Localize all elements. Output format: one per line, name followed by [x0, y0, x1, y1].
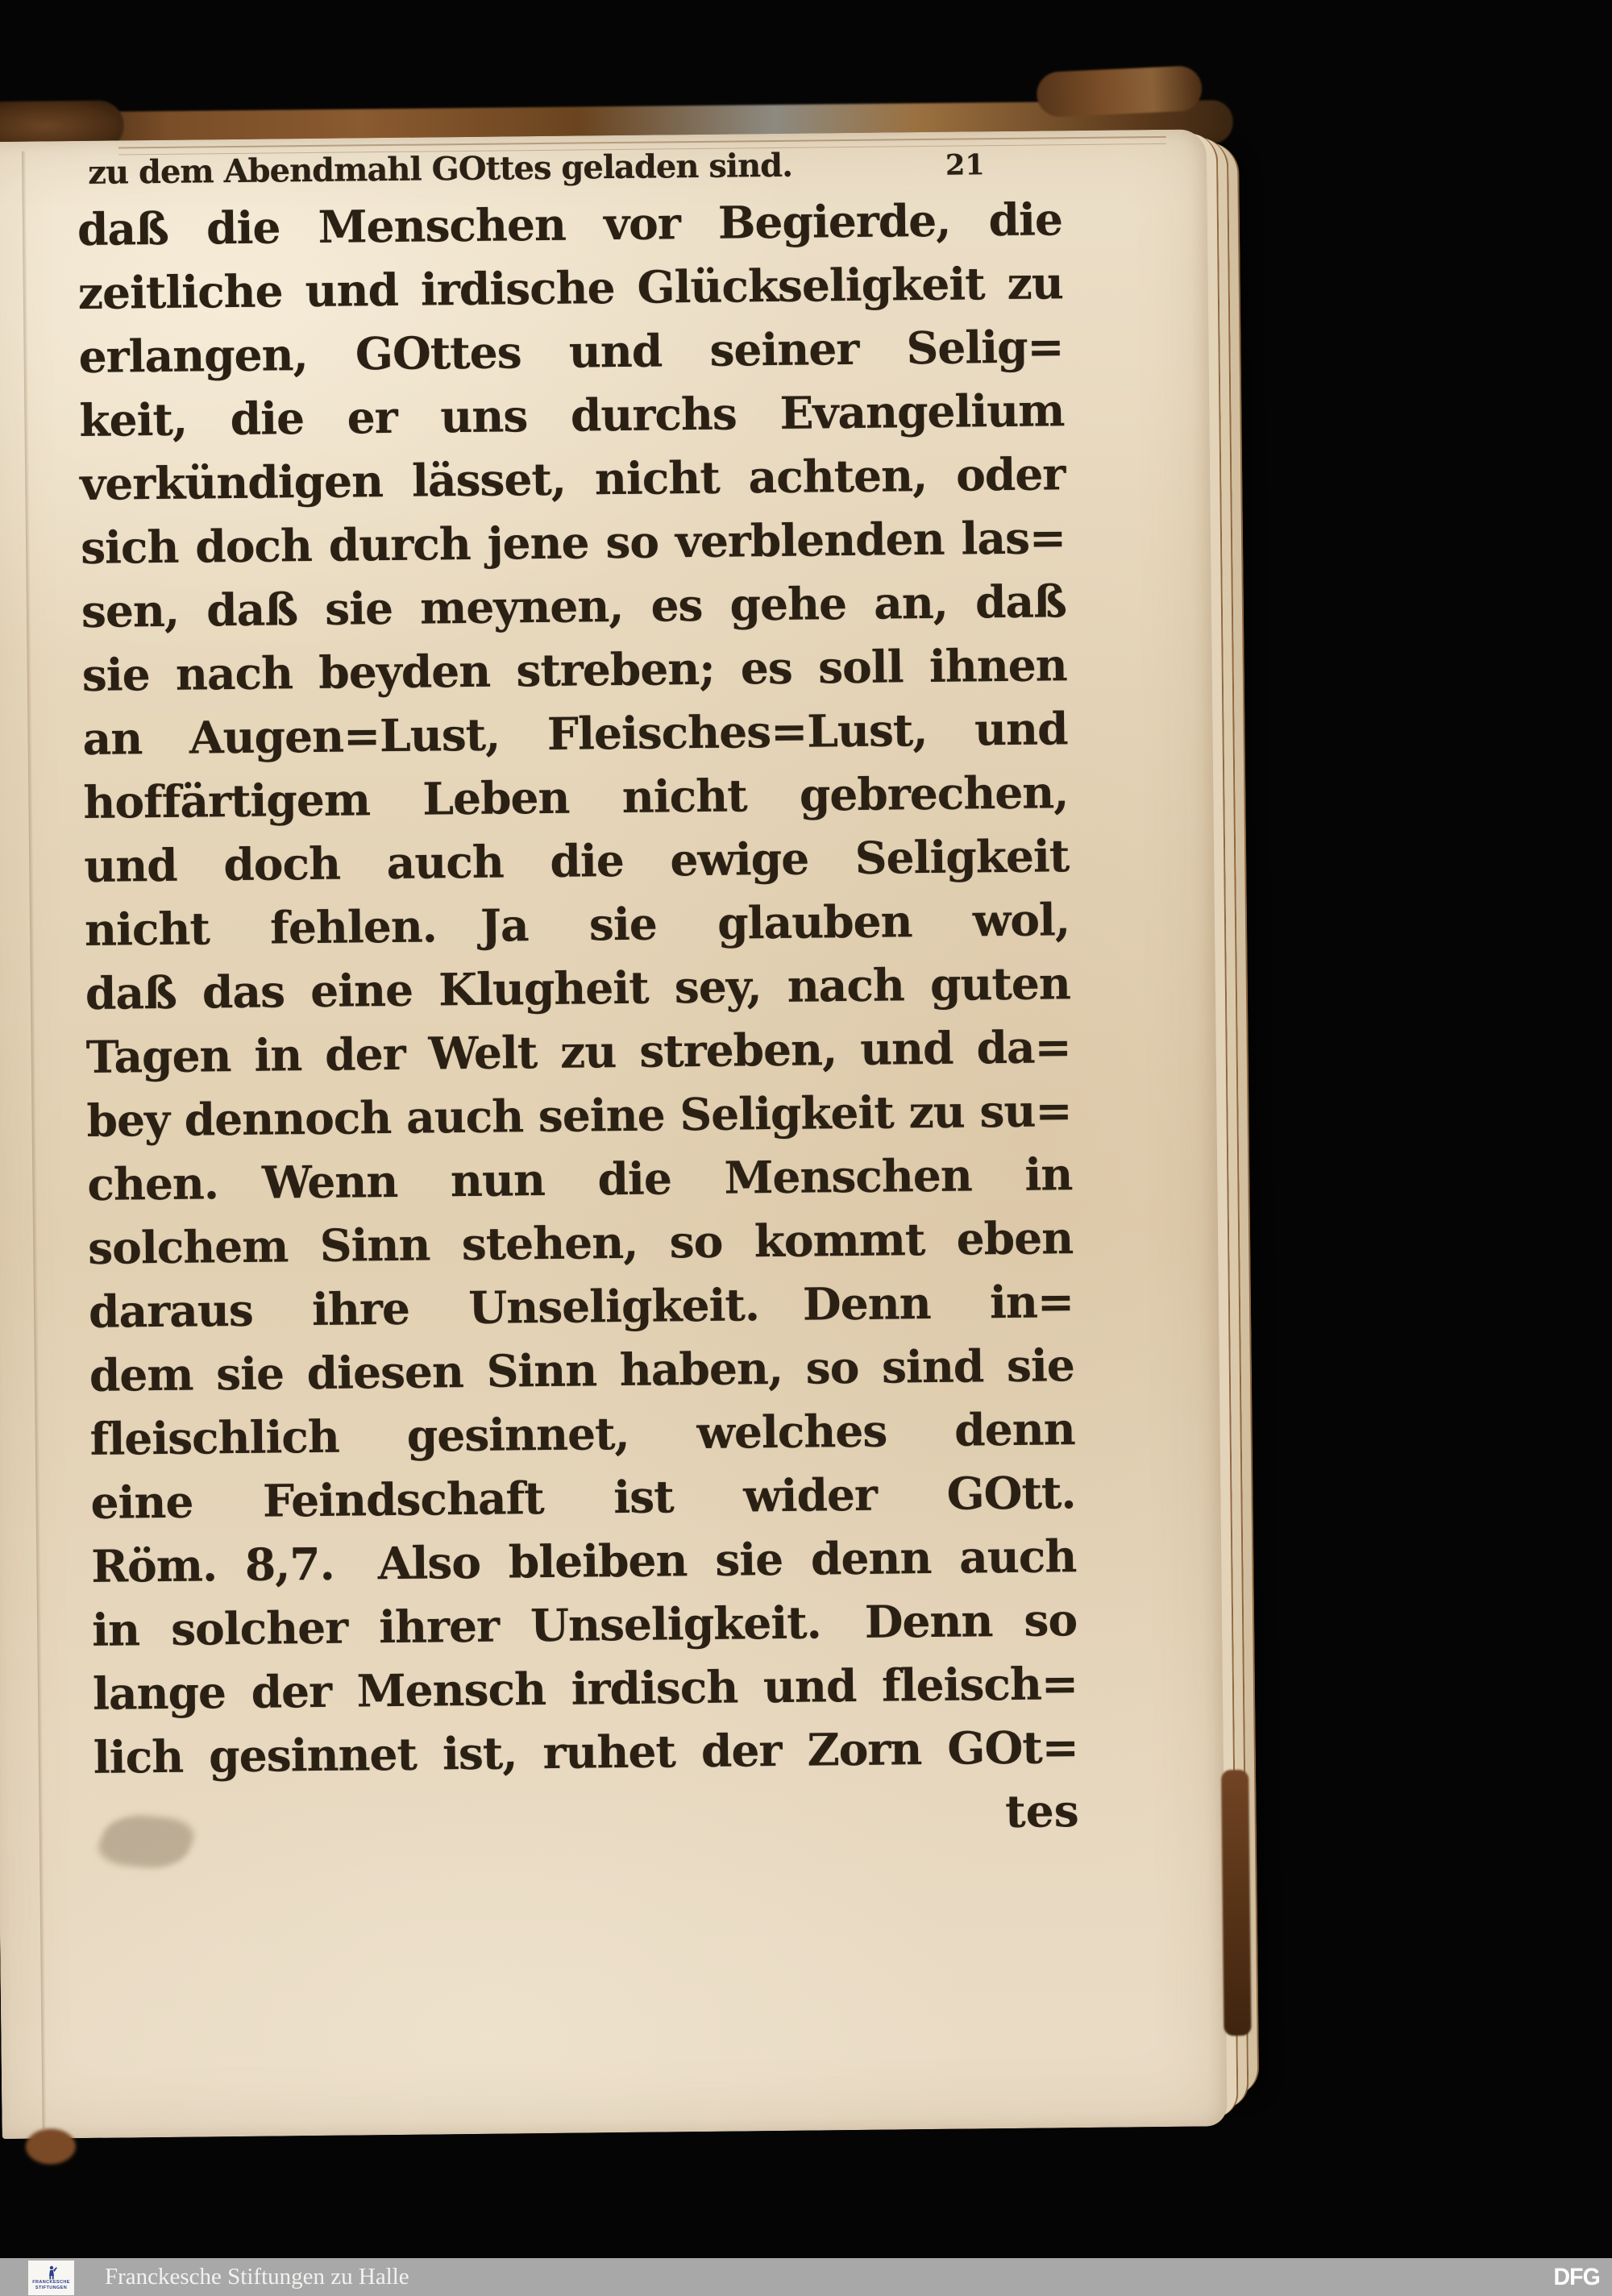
- text-line: dem sie diesen Sinn haben, so sind sie: [89, 1339, 1075, 1401]
- text-line: lange der Mensch irdisch und fleisch=: [92, 1657, 1078, 1720]
- text-line: lich gesinnet ist, ruhet der Zorn GOt=: [93, 1721, 1079, 1783]
- binding-leather-bottom-left: [26, 2128, 76, 2165]
- text-block: [0, 129, 1224, 1854]
- text-line: verkündigen lässet, nicht achten, oder: [79, 447, 1066, 510]
- text-line: eine Feindschaft ist wider GOtt.: [90, 1466, 1076, 1529]
- text-line: Tagen in der Welt zu streben, und da=: [85, 1020, 1072, 1083]
- text-line: sen, daß sie meynen, es gehe an, daß: [81, 575, 1067, 637]
- francke-figure-icon: [46, 2265, 57, 2280]
- text-line: und doch auch die ewige Seligkeit: [83, 829, 1070, 892]
- text-line: nicht fehlen. Ja sie glauben wol,: [84, 893, 1070, 956]
- text-line: Röm. 8,7. Also bleiben sie denn auch: [91, 1530, 1077, 1592]
- text-line: in solcher ihrer Unseligkeit. Denn so: [91, 1593, 1078, 1656]
- dfg-logo: DFG: [1553, 2264, 1600, 2290]
- text-line: sich doch durch jene so verblenden las=: [80, 511, 1066, 574]
- page-number: 21: [945, 148, 985, 182]
- text-line: solchem Sinn stehen, so kommt eben: [87, 1211, 1074, 1274]
- text-line: bey dennoch auch seine Seligkeit zu su=: [86, 1084, 1072, 1147]
- institution-label: Franckesche Stiftungen zu Halle: [105, 2264, 409, 2290]
- text-line: chen. Wenn nun die Menschen in: [87, 1148, 1073, 1210]
- text-line: an Augen=Lust, Fleisches=Lust, und: [82, 702, 1068, 765]
- franckesche-stiftungen-logo: [28, 2261, 74, 2295]
- book-page: [0, 129, 1228, 2139]
- text-line: fleischlich gesinnet, welches denn: [89, 1402, 1075, 1465]
- text-line: daraus ihre Unseligkeit. Denn in=: [88, 1275, 1074, 1338]
- logo-caption-line2: STIFTUNGEN: [35, 2285, 68, 2290]
- text-line: daß die Menschen vor Begierde, die: [77, 193, 1063, 256]
- logo-caption-line1: FRANCKESCHE: [32, 2279, 70, 2285]
- text-line: hoffärtigem Leben nicht gebrechen,: [83, 766, 1069, 828]
- text-line: zeitliche und irdische Glückseligkeit zu: [77, 256, 1064, 320]
- text-line: sie nach beyden streben; es soll ihnen: [81, 638, 1068, 701]
- binding-leather-top-right: [1036, 65, 1203, 118]
- binding-leather-right: [1221, 1770, 1251, 2036]
- running-header-title: zu dem Abendmahl GOttes geladen sind.: [88, 146, 793, 192]
- text-line: daß das eine Klugheit sey, nach guten: [85, 957, 1071, 1019]
- text-line: erlangen, GOttes und seiner Selig=: [78, 320, 1064, 384]
- catchword-row: [93, 1779, 1079, 1853]
- catchword: tes: [1004, 1784, 1079, 1838]
- footer-bar: [0, 2258, 1612, 2296]
- text-line: keit, die er uns durchs Evangelium: [79, 384, 1065, 446]
- logo-caption: [32, 2280, 70, 2291]
